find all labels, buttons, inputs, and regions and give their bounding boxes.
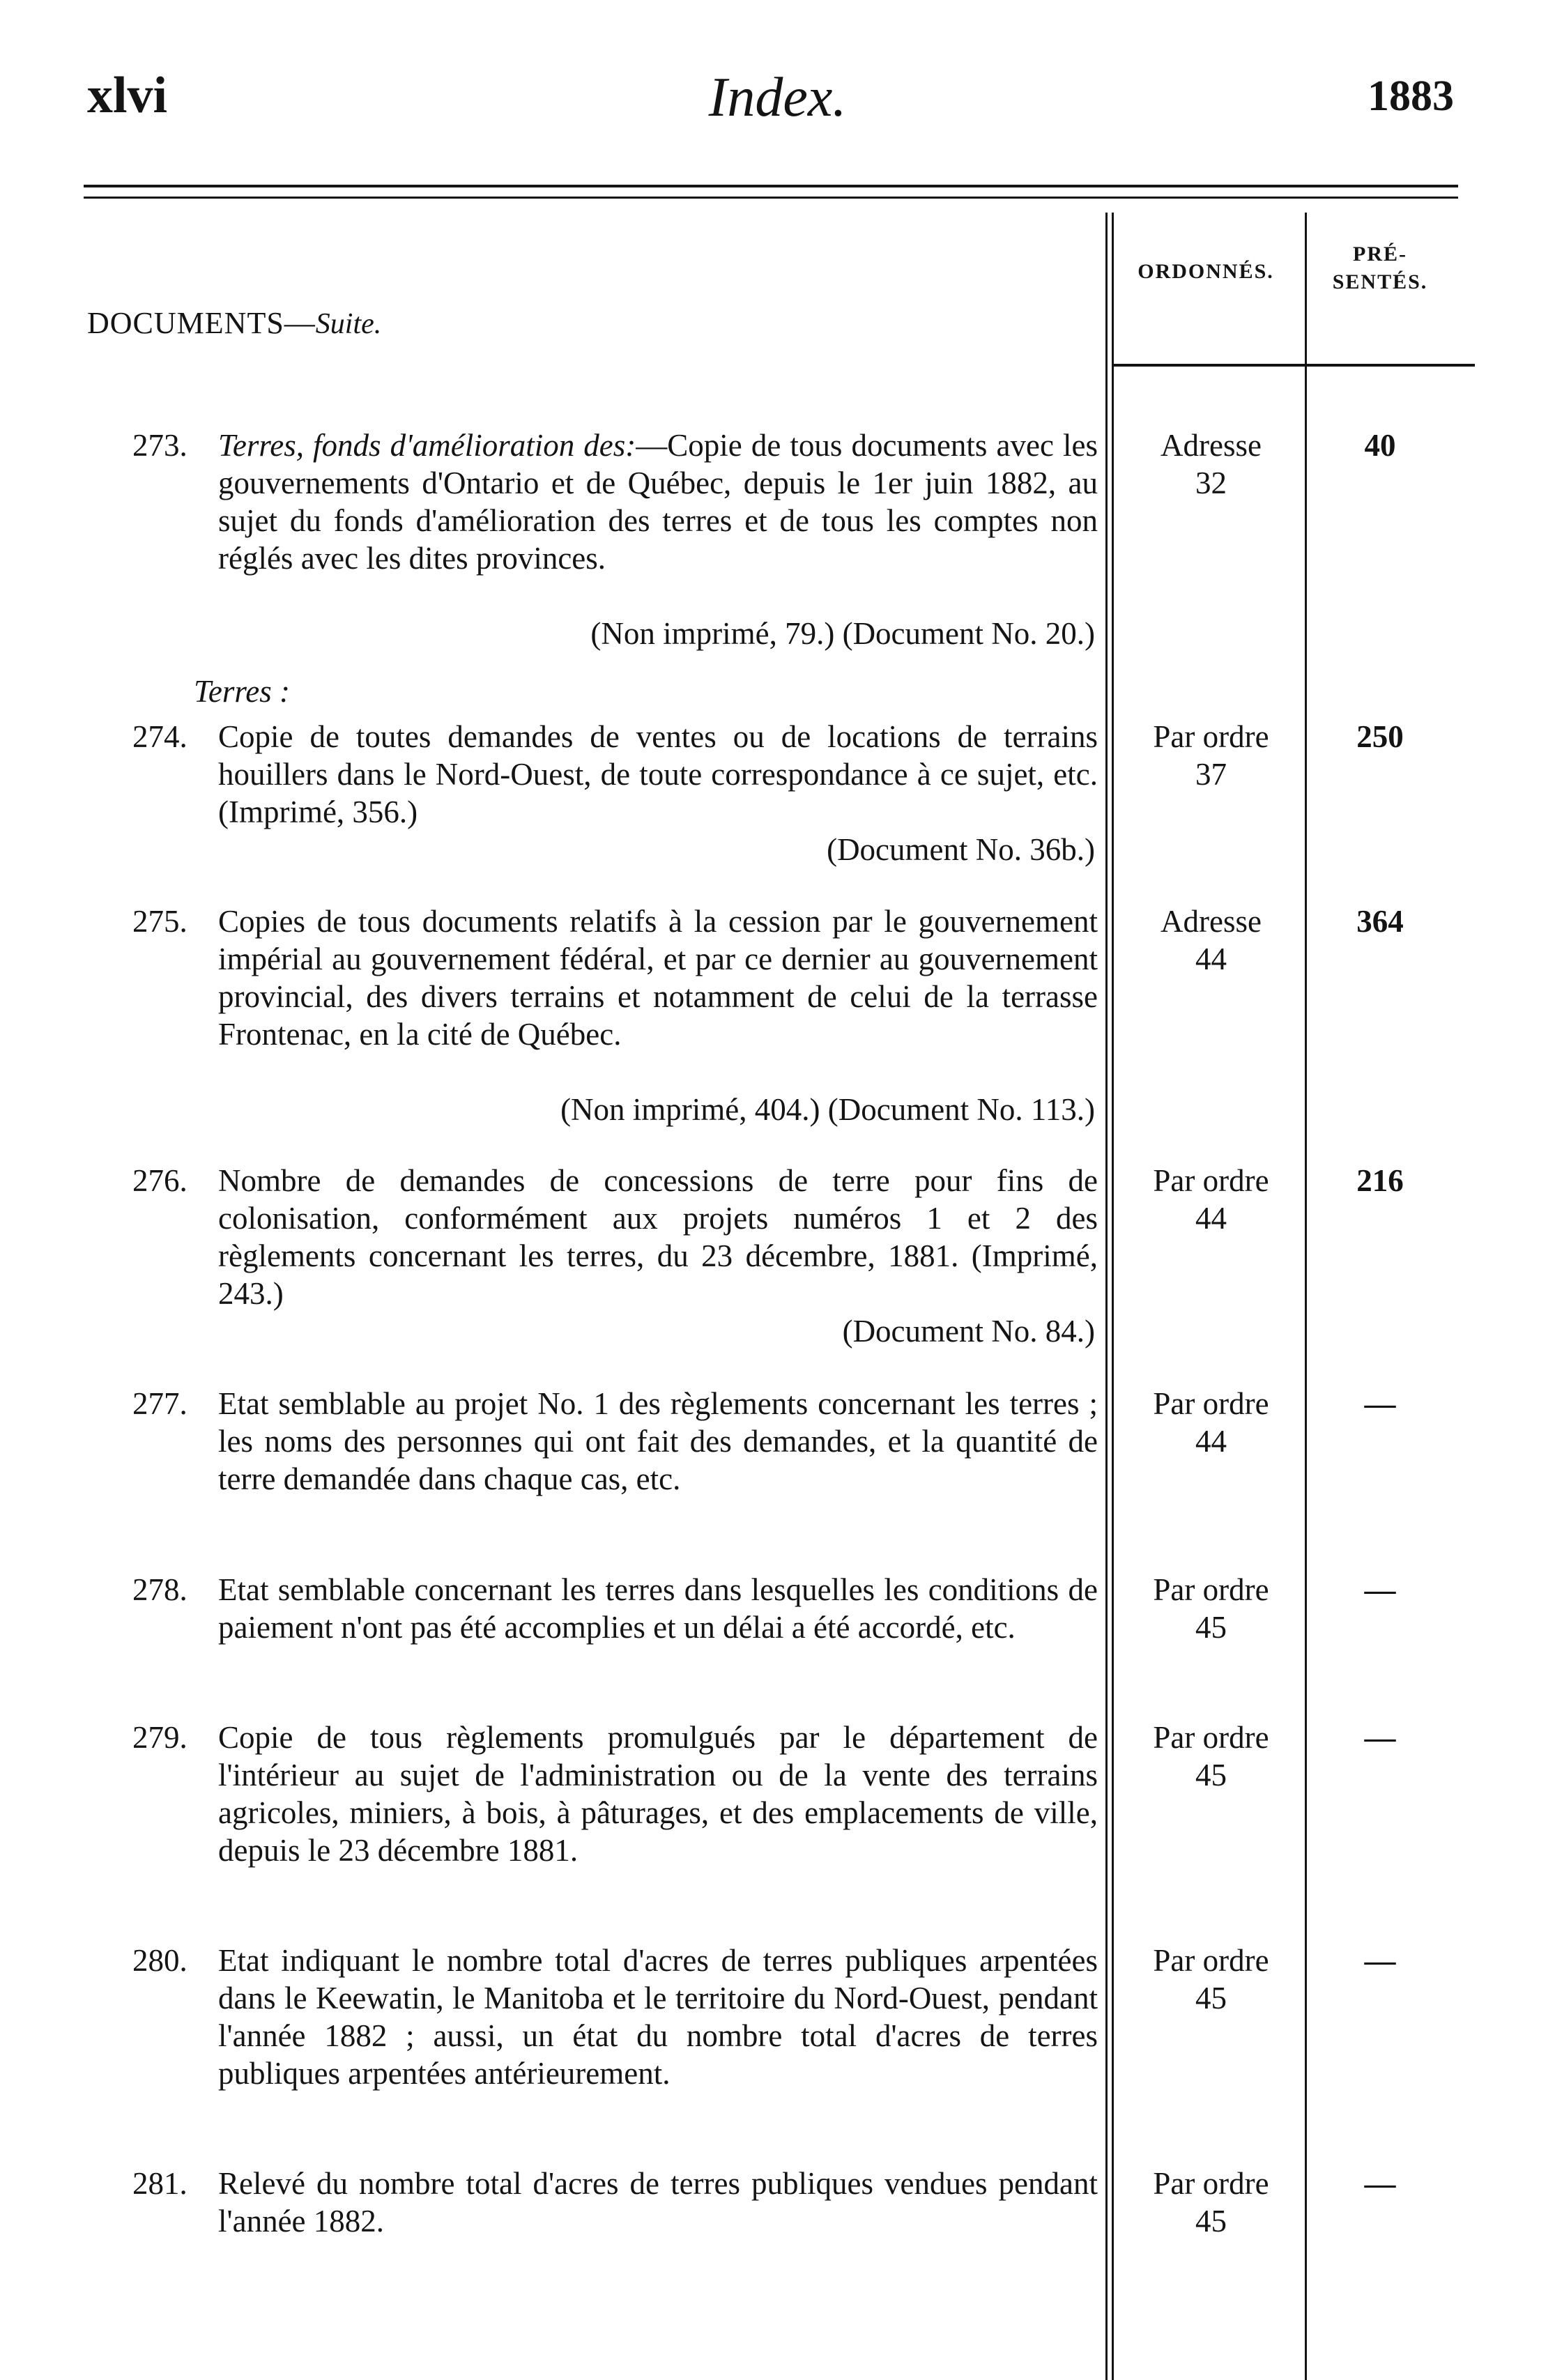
header-rule-thin bbox=[84, 197, 1458, 199]
entry-presentes: — bbox=[1364, 2166, 1396, 2201]
entry-ordonnes-type: Adresse bbox=[1160, 428, 1262, 463]
entry-ordonnes-number: 45 bbox=[1195, 1758, 1227, 1792]
entry-ordonnes-type: Par ordre bbox=[1153, 1163, 1269, 1198]
entry-citation: (Non imprimé, 79.) (Document No. 20.) bbox=[590, 616, 1095, 651]
entry-text bbox=[218, 427, 1098, 577]
entry-number: 273. bbox=[132, 428, 187, 463]
entry-number: 278. bbox=[132, 1572, 187, 1607]
entry-ordonnes bbox=[1119, 2165, 1303, 2240]
entry-number: 277. bbox=[132, 1386, 187, 1421]
entry-title: Terres, fonds d'amélioration des: bbox=[218, 428, 636, 463]
entry-body: Etat indiquant le nombre total d'acres de terres publiques arpentées dans le Keewatin, le Manitoba et le territoire du Nord-Ouest, pendant l'année 1882 ; aussi, un état du nombre total d'acres de terres publiques arpentées antérieurement. bbox=[218, 1943, 1098, 2091]
entry-text bbox=[218, 903, 1098, 1053]
entry-text bbox=[218, 1571, 1098, 1646]
entry-presentes: 250 bbox=[1356, 719, 1404, 754]
entry-ordonnes-number: 37 bbox=[1195, 757, 1227, 792]
column-header-presentes-line2: SENTÉS. bbox=[1332, 270, 1428, 293]
entry-ordonnes bbox=[1119, 1162, 1303, 1237]
entry-ordonnes-number: 32 bbox=[1195, 466, 1227, 500]
entry-text bbox=[218, 2165, 1098, 2240]
entry-presentes: — bbox=[1364, 1386, 1396, 1421]
entry-text bbox=[218, 1162, 1098, 1312]
entry-text bbox=[218, 718, 1098, 831]
entry-presentes: 40 bbox=[1364, 428, 1396, 463]
entry-body: Nombre de demandes de concessions de terre pour fins de colonisation, conformément aux projets numéros 1 et 2 des règlements concernant les terres, du 23 décembre, 1881. (Imprimé, 243.) bbox=[218, 1163, 1098, 1311]
header-rule bbox=[84, 185, 1458, 187]
entry-presentes: — bbox=[1364, 1572, 1396, 1607]
entry-ordonnes bbox=[1119, 718, 1303, 793]
entry-presentes: 216 bbox=[1356, 1163, 1404, 1198]
entry-number: 279. bbox=[132, 1720, 187, 1755]
entry-number: 276. bbox=[132, 1163, 187, 1198]
entry-ordonnes-type: Adresse bbox=[1160, 904, 1262, 939]
entry-ordonnes bbox=[1119, 427, 1303, 502]
entry-number: 274. bbox=[132, 719, 187, 754]
column-header-presentes-line1: PRÉ- bbox=[1353, 243, 1407, 266]
entry-presentes: — bbox=[1364, 1943, 1396, 1978]
entry-ordonnes-type: Par ordre bbox=[1153, 1943, 1269, 1978]
entry-ordonnes-type: Par ordre bbox=[1153, 1572, 1269, 1607]
column-header-rule bbox=[1112, 364, 1475, 367]
entry-body: Relevé du nombre total d'acres de terres publiques vendues pendant l'année 1882. bbox=[218, 2166, 1098, 2239]
entry-ordonnes bbox=[1119, 903, 1303, 978]
entry-ordonnes bbox=[1119, 1942, 1303, 2017]
entry-body: Copie de toutes demandes de ventes ou de locations de terrains houillers dans le Nord-Ouest, de toute correspondance à ce sujet, etc. (Imprimé, 356.) bbox=[218, 719, 1098, 829]
column-header-ordonnes: ORDONNÉS. bbox=[1137, 260, 1274, 283]
entry-ordonnes-number: 44 bbox=[1195, 942, 1227, 976]
entry-text bbox=[218, 1719, 1098, 1869]
entry-ordonnes bbox=[1119, 1385, 1303, 1460]
entry-number: 275. bbox=[132, 904, 187, 939]
entry-ordonnes-type: Par ordre bbox=[1153, 1720, 1269, 1755]
entry-presentes: — bbox=[1364, 1720, 1396, 1755]
entry-text bbox=[218, 1942, 1098, 2092]
entry-ordonnes-number: 45 bbox=[1195, 2204, 1227, 2239]
subheading: Terres : bbox=[194, 674, 290, 709]
entry-body: Copies de tous documents relatifs à la cession par le gouvernement impérial au gouvernement fédéral, et par ce dernier au gouvernement provincial, des divers terrains et notamment de celui de la terrasse Frontenac, en la cité de Québec. bbox=[218, 904, 1098, 1052]
entry-citation: (Non imprimé, 404.) (Document No. 113.) bbox=[560, 1092, 1095, 1127]
entry-ordonnes bbox=[1119, 1571, 1303, 1646]
entry-citation: (Document No. 84.) bbox=[842, 1314, 1095, 1349]
entry-ordonnes-number: 45 bbox=[1195, 1981, 1227, 2016]
year: 1883 bbox=[1368, 72, 1454, 120]
column-divider bbox=[1112, 213, 1114, 2380]
column-header-presentes bbox=[1310, 240, 1450, 296]
entry-ordonnes bbox=[1119, 1719, 1303, 1794]
page-header bbox=[0, 66, 1555, 143]
section-title-text: DOCUMENTS— bbox=[87, 306, 316, 340]
entry-body: Etat semblable concernant les terres dans lesquelles les conditions de paiement n'ont pas été accomplies et un délai a été accordé, etc. bbox=[218, 1572, 1098, 1645]
column-divider bbox=[1105, 213, 1108, 2380]
entry-ordonnes-number: 44 bbox=[1195, 1424, 1227, 1459]
entry-body: —Copie de tous documents avec les gouvernements d'Ontario et de Québec, depuis le 1er juin 1882, au sujet du fonds d'amélioration des terres et de tous les comptes non réglés avec les dites provinces. bbox=[218, 428, 1098, 576]
page-number: xlvi bbox=[87, 67, 168, 124]
section-title bbox=[87, 305, 381, 341]
running-title: Index. bbox=[708, 67, 847, 128]
entry-number: 280. bbox=[132, 1943, 187, 1978]
entry-ordonnes-type: Par ordre bbox=[1153, 719, 1269, 754]
entry-ordonnes-type: Par ordre bbox=[1153, 1386, 1269, 1421]
entry-presentes: 364 bbox=[1356, 904, 1404, 939]
entry-number: 281. bbox=[132, 2166, 187, 2201]
section-title-suite: Suite. bbox=[315, 308, 382, 340]
entry-body: Copie de tous règlements promulgués par le département de l'intérieur au sujet de l'administration ou de la vente des terrains agricoles, miniers, à bois, à pâturages, et des emplacements de ville, depuis le 23 décembre 1881. bbox=[218, 1720, 1098, 1868]
entry-text bbox=[218, 1385, 1098, 1498]
entry-citation: (Document No. 36b.) bbox=[827, 832, 1095, 867]
column-divider bbox=[1305, 213, 1307, 2380]
entry-ordonnes-type: Par ordre bbox=[1153, 2166, 1269, 2201]
entry-ordonnes-number: 44 bbox=[1195, 1201, 1227, 1236]
entry-ordonnes-number: 45 bbox=[1195, 1610, 1227, 1645]
entry-body: Etat semblable au projet No. 1 des règlements concernant les terres ; les noms des personnes qui ont fait des demandes, et la quantité de terre demandée dans chaque cas, etc. bbox=[218, 1386, 1098, 1496]
